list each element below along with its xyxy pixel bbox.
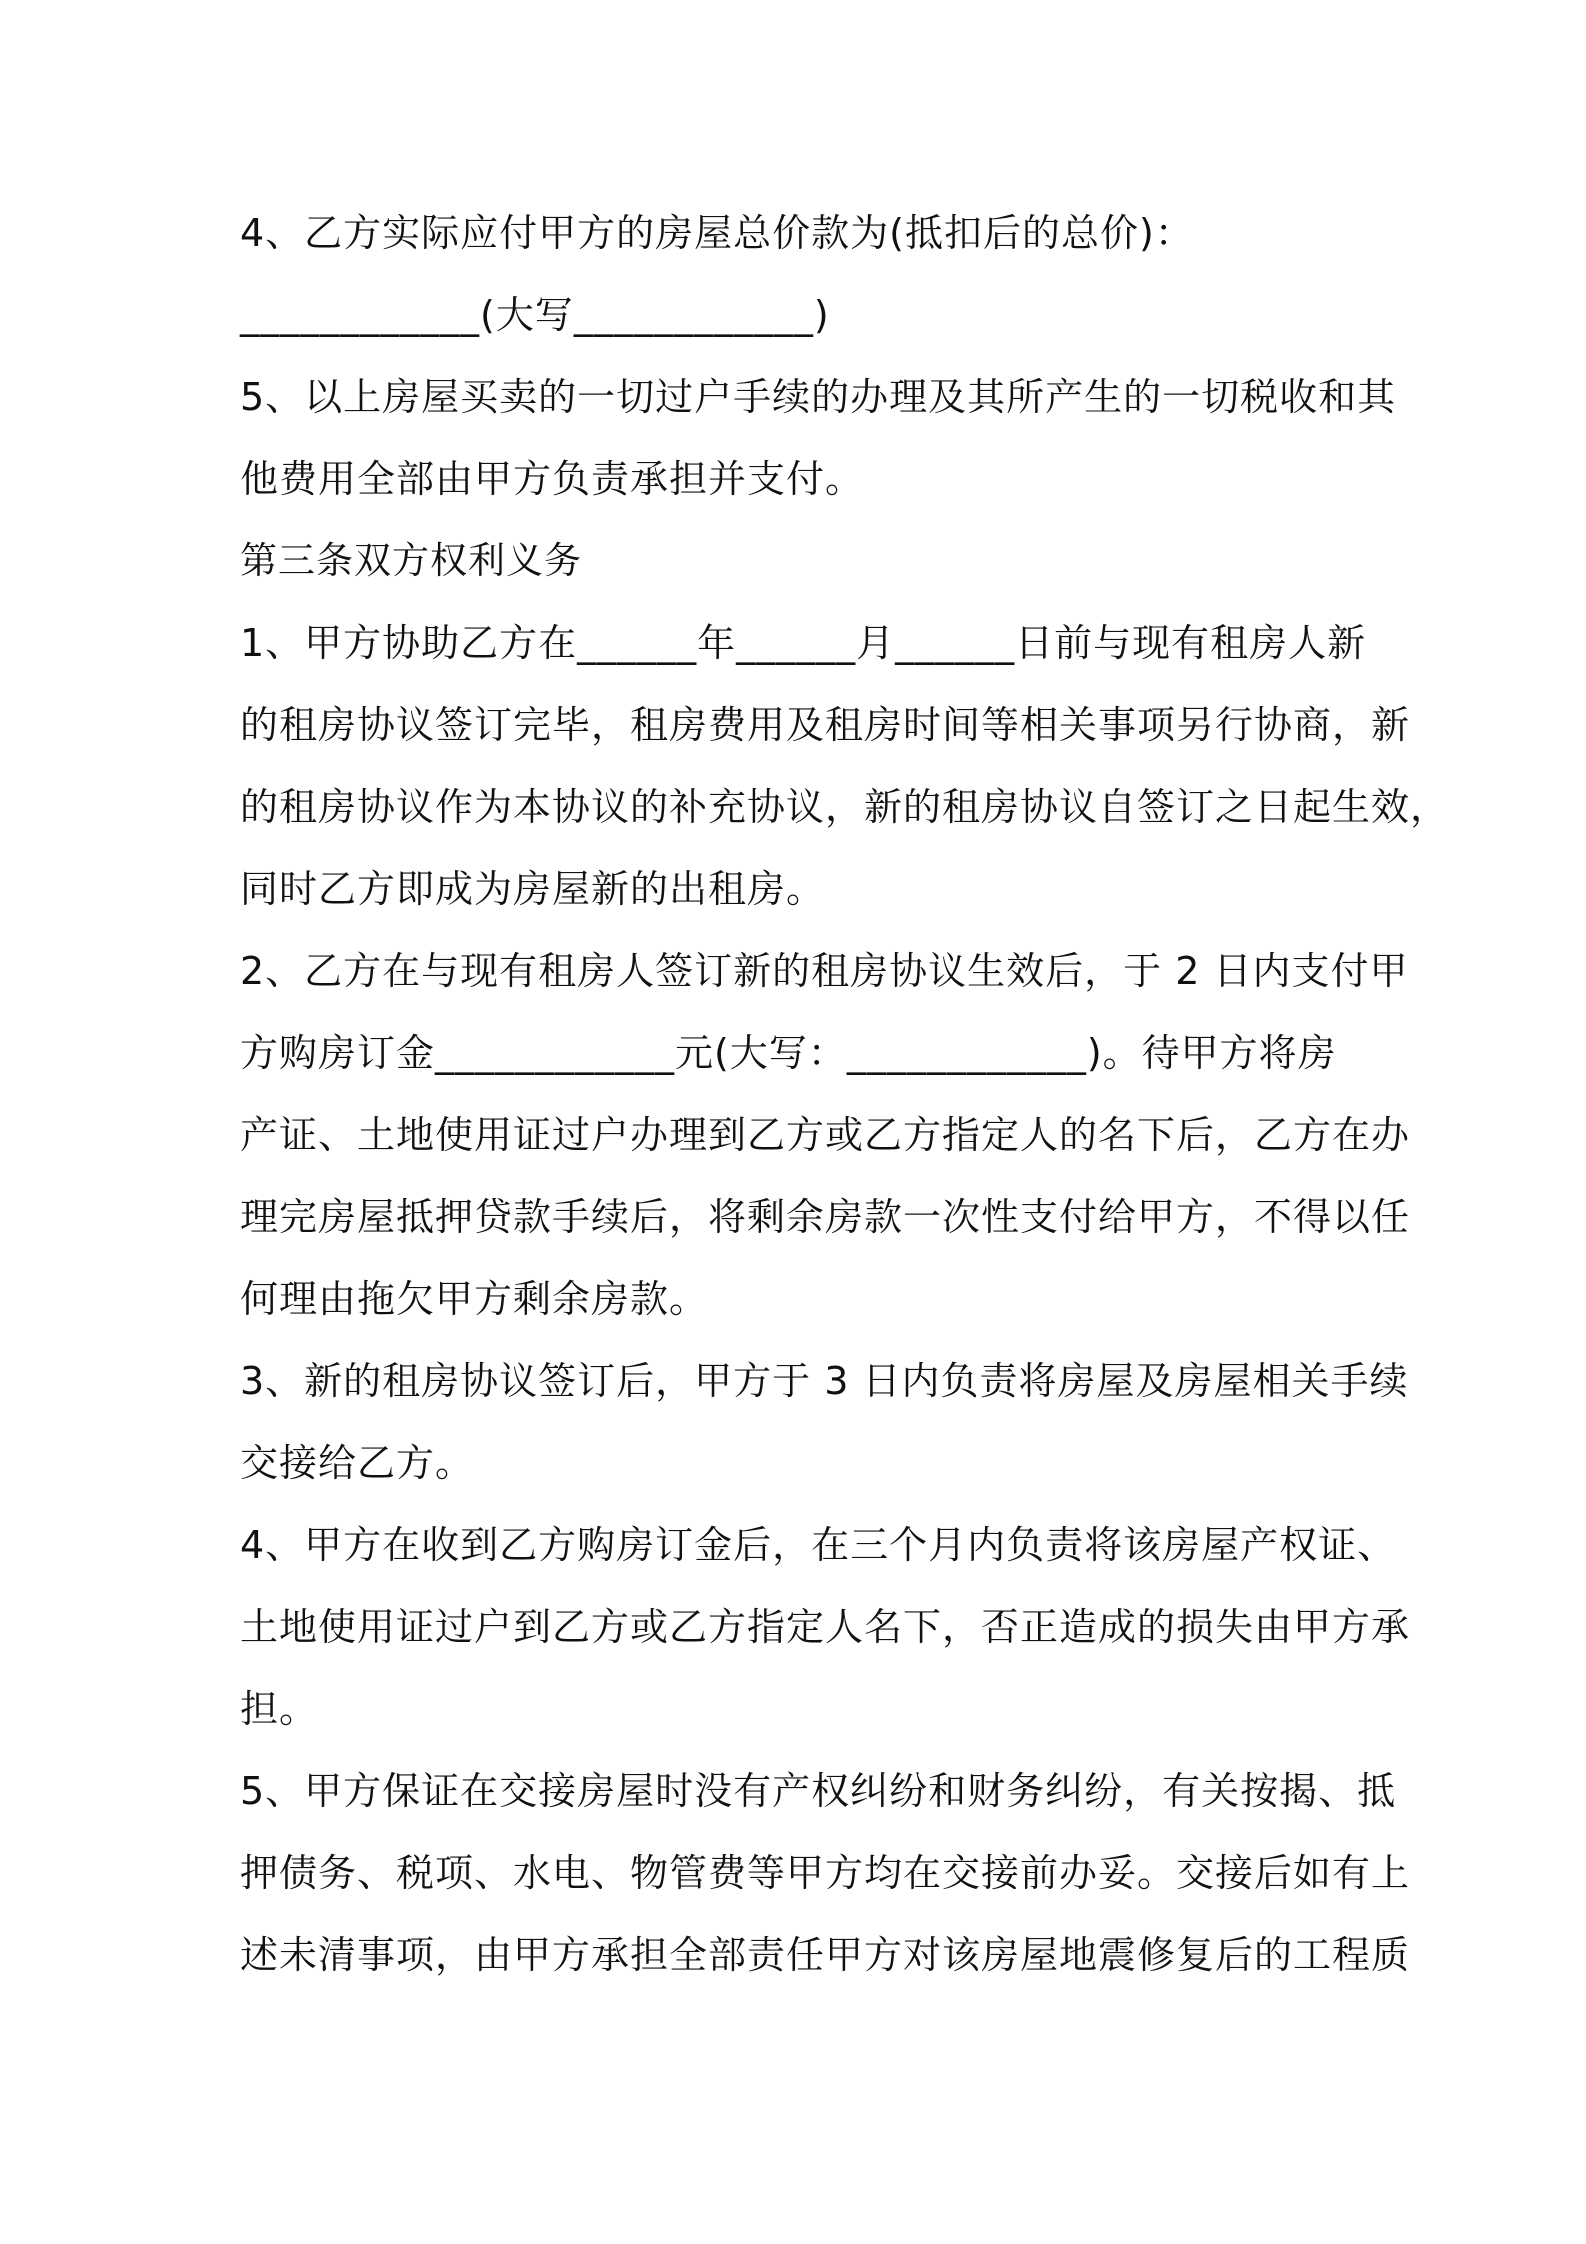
text-line: 方购房订金____________元(大写：____________)。待甲方将房 xyxy=(240,1031,1337,1075)
text-line: 4、乙方实际应付甲方的房屋总价款为(抵扣后的总价)： xyxy=(240,211,1194,255)
text-line: ____________(大写____________) xyxy=(240,293,830,337)
text-line: 理完房屋抵押贷款手续后，将剩余房款一次性支付给甲方，不得以任 xyxy=(240,1195,1411,1239)
text-line: 5、甲方保证在交接房屋时没有产权纠纷和财务纠纷，有关按揭、抵 xyxy=(240,1769,1397,1813)
text-line: 交接给乙方。 xyxy=(240,1441,475,1485)
text-line: 土地使用证过户到乙方或乙方指定人名下，否正造成的损失由甲方承 xyxy=(240,1605,1411,1649)
text-line: 1、甲方协助乙方在______年______月______日前与现有租房人新 xyxy=(240,621,1367,665)
text-line: 的租房协议签订完毕，租房费用及租房时间等相关事项另行协商，新 xyxy=(240,703,1411,747)
text-line: 的租房协议作为本协议的补充协议，新的租房协议自签订之日起生效， xyxy=(240,785,1450,829)
section-heading: 第三条双方权利义务 xyxy=(240,539,582,582)
text-line: 担。 xyxy=(240,1687,319,1731)
text-line: 述未清事项，由甲方承担全部责任甲方对该房屋地震修复后的工程质 xyxy=(240,1933,1411,1977)
text-line: 3、新的租房协议签订后，甲方于 3 日内负责将房屋及房屋相关手续 xyxy=(240,1359,1409,1403)
text-line: 产证、土地使用证过户办理到乙方或乙方指定人的名下后，乙方在办 xyxy=(240,1113,1411,1157)
text-line: 押债务、税项、水电、物管费等甲方均在交接前办妥。交接后如有上 xyxy=(240,1851,1411,1895)
text-line: 同时乙方即成为房屋新的出租房。 xyxy=(240,867,826,911)
text-line: 何理由拖欠甲方剩余房款。 xyxy=(240,1277,709,1321)
text-line: 2、乙方在与现有租房人签订新的租房协议生效后，于 2 日内支付甲 xyxy=(240,949,1409,993)
text-line: 4、甲方在收到乙方购房订金后，在三个月内负责将该房屋产权证、 xyxy=(240,1523,1397,1567)
text-line: 5、以上房屋买卖的一切过户手续的办理及其所产生的一切税收和其 xyxy=(240,375,1397,419)
text-line: 他费用全部由甲方负责承担并支付。 xyxy=(240,457,865,501)
